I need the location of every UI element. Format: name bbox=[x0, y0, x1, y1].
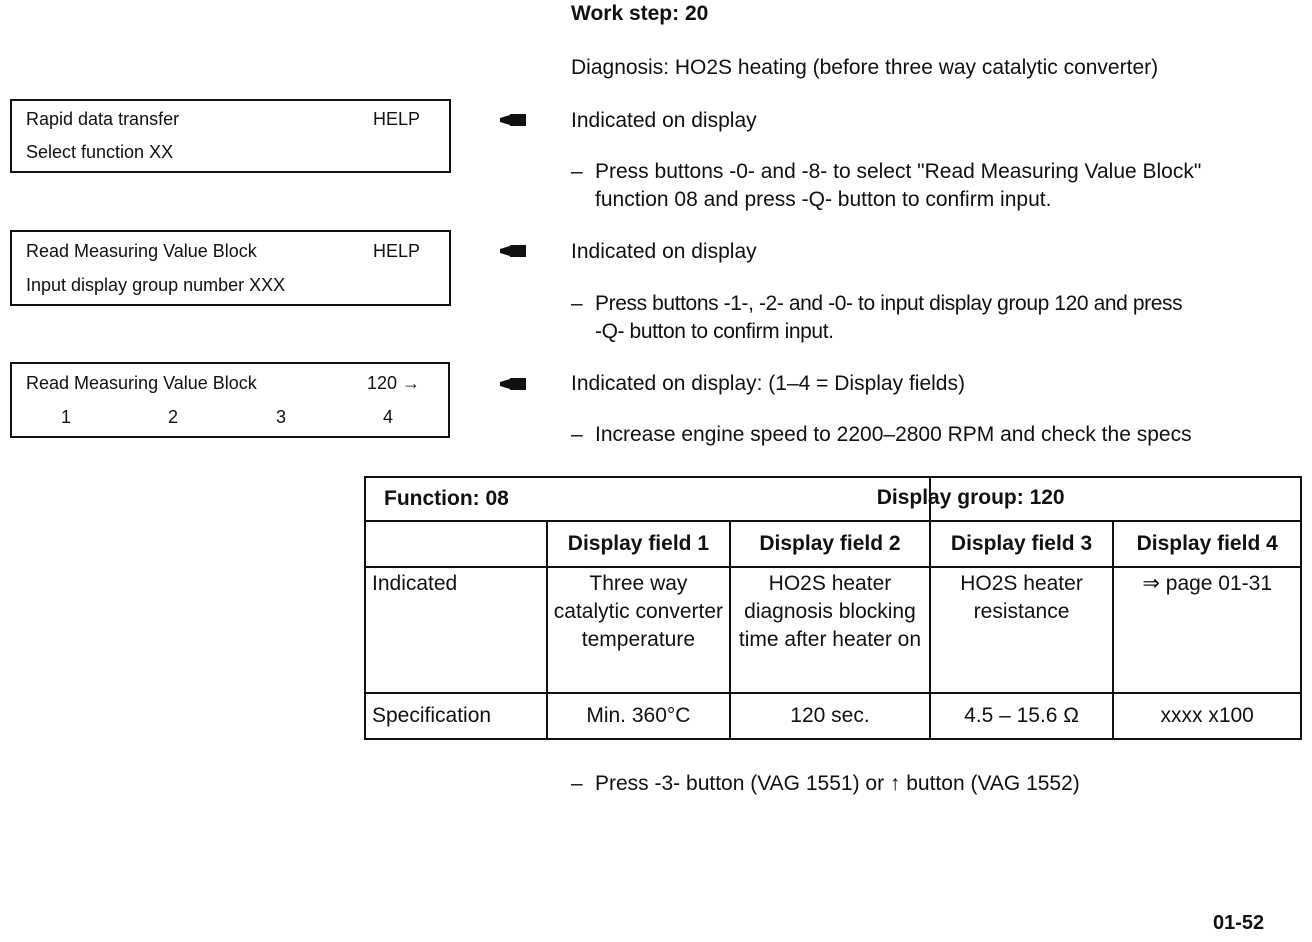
step-2-line2: -Q- button to confirm input. bbox=[595, 320, 834, 343]
display-2-line2: Input display group number XXX bbox=[26, 275, 286, 295]
display-2-line1: Read Measuring Value Block bbox=[26, 241, 257, 261]
display-1-line2: Select function XX bbox=[26, 142, 174, 162]
display-group-label: Display group: 120 bbox=[876, 486, 1065, 509]
col-header-blank bbox=[365, 521, 547, 567]
col-header-field-2: Display field 2 bbox=[730, 521, 930, 567]
display-3-field-4: 4 bbox=[383, 407, 394, 427]
step-1 bbox=[571, 158, 1201, 214]
col-header-field-1: Display field 1 bbox=[547, 521, 731, 567]
step-1-line2: function 08 and press -Q- button to confirm input. bbox=[595, 188, 1052, 211]
page-number: 01-52 bbox=[1213, 912, 1265, 934]
work-step-heading: Work step: 20 bbox=[571, 2, 709, 25]
step-dash: – bbox=[571, 292, 583, 315]
display-box-3 bbox=[10, 362, 450, 438]
display-box-1 bbox=[10, 99, 451, 173]
display-3-field-3: 3 bbox=[276, 407, 287, 427]
spec-field-2: 120 sec. bbox=[730, 693, 930, 739]
col-header-field-4: Display field 4 bbox=[1113, 521, 1301, 567]
row-label-indicated: Indicated bbox=[365, 567, 547, 693]
display-3-field-2: 2 bbox=[168, 407, 179, 427]
step-dash: – bbox=[571, 772, 583, 795]
indicated-3: Indicated on display: (1–4 = Display fields) bbox=[571, 372, 965, 395]
step-4 bbox=[571, 770, 1080, 798]
step-dash: – bbox=[571, 423, 583, 446]
spec-table bbox=[364, 476, 1302, 740]
step-3-text: Increase engine speed to 2200–2800 RPM and check the specs bbox=[595, 423, 1192, 446]
step-2-line1: Press buttons -1-, -2- and -0- to input display group 120 and press bbox=[595, 292, 1183, 315]
step-1-line1: Press buttons -0- and -8- to select "Read Measuring Value Block" bbox=[595, 160, 1202, 183]
pointer-hand-icon bbox=[500, 244, 526, 258]
display-3-field-1: 1 bbox=[61, 407, 72, 427]
display-3-group: 120 → bbox=[367, 373, 421, 393]
display-1-line1: Rapid data transfer bbox=[26, 109, 180, 129]
diagnosis-title: Diagnosis: HO2S heating (before three way catalytic converter) bbox=[571, 56, 1159, 79]
display-box-2 bbox=[10, 230, 451, 306]
indicated-field-2: HO2S heater diagnosis blocking time after heater on bbox=[730, 567, 930, 693]
row-label-specification: Specification bbox=[365, 693, 547, 739]
step-3 bbox=[571, 421, 1192, 449]
spec-field-1: Min. 360°C bbox=[547, 693, 731, 739]
col-header-field-3: Display field 3 bbox=[930, 521, 1114, 567]
indicated-1: Indicated on display bbox=[571, 109, 757, 132]
function-label: Function: 08 bbox=[365, 477, 930, 521]
step-2 bbox=[571, 290, 1182, 346]
spec-field-4: xxxx x100 bbox=[1113, 693, 1301, 739]
display-3-line1: Read Measuring Value Block bbox=[26, 373, 257, 393]
display-2-help: HELP bbox=[373, 241, 421, 261]
pointer-hand-icon bbox=[500, 113, 526, 127]
step-4-text: Press -3- button (VAG 1551) or ↑ button (VAG 1552) bbox=[595, 772, 1080, 795]
pointer-hand-icon bbox=[500, 377, 526, 391]
step-dash: – bbox=[571, 160, 583, 183]
indicated-field-1: Three way catalytic converter temperature bbox=[547, 567, 731, 693]
spec-field-3: 4.5 – 15.6 Ω bbox=[930, 693, 1114, 739]
group-cell bbox=[876, 477, 1301, 521]
indicated-field-4-page-ref: ⇒ page 01-31 bbox=[1113, 567, 1301, 693]
indicated-field-3: HO2S heater resistance bbox=[930, 567, 1114, 693]
indicated-2: Indicated on display bbox=[571, 240, 757, 263]
display-1-help: HELP bbox=[373, 109, 421, 129]
